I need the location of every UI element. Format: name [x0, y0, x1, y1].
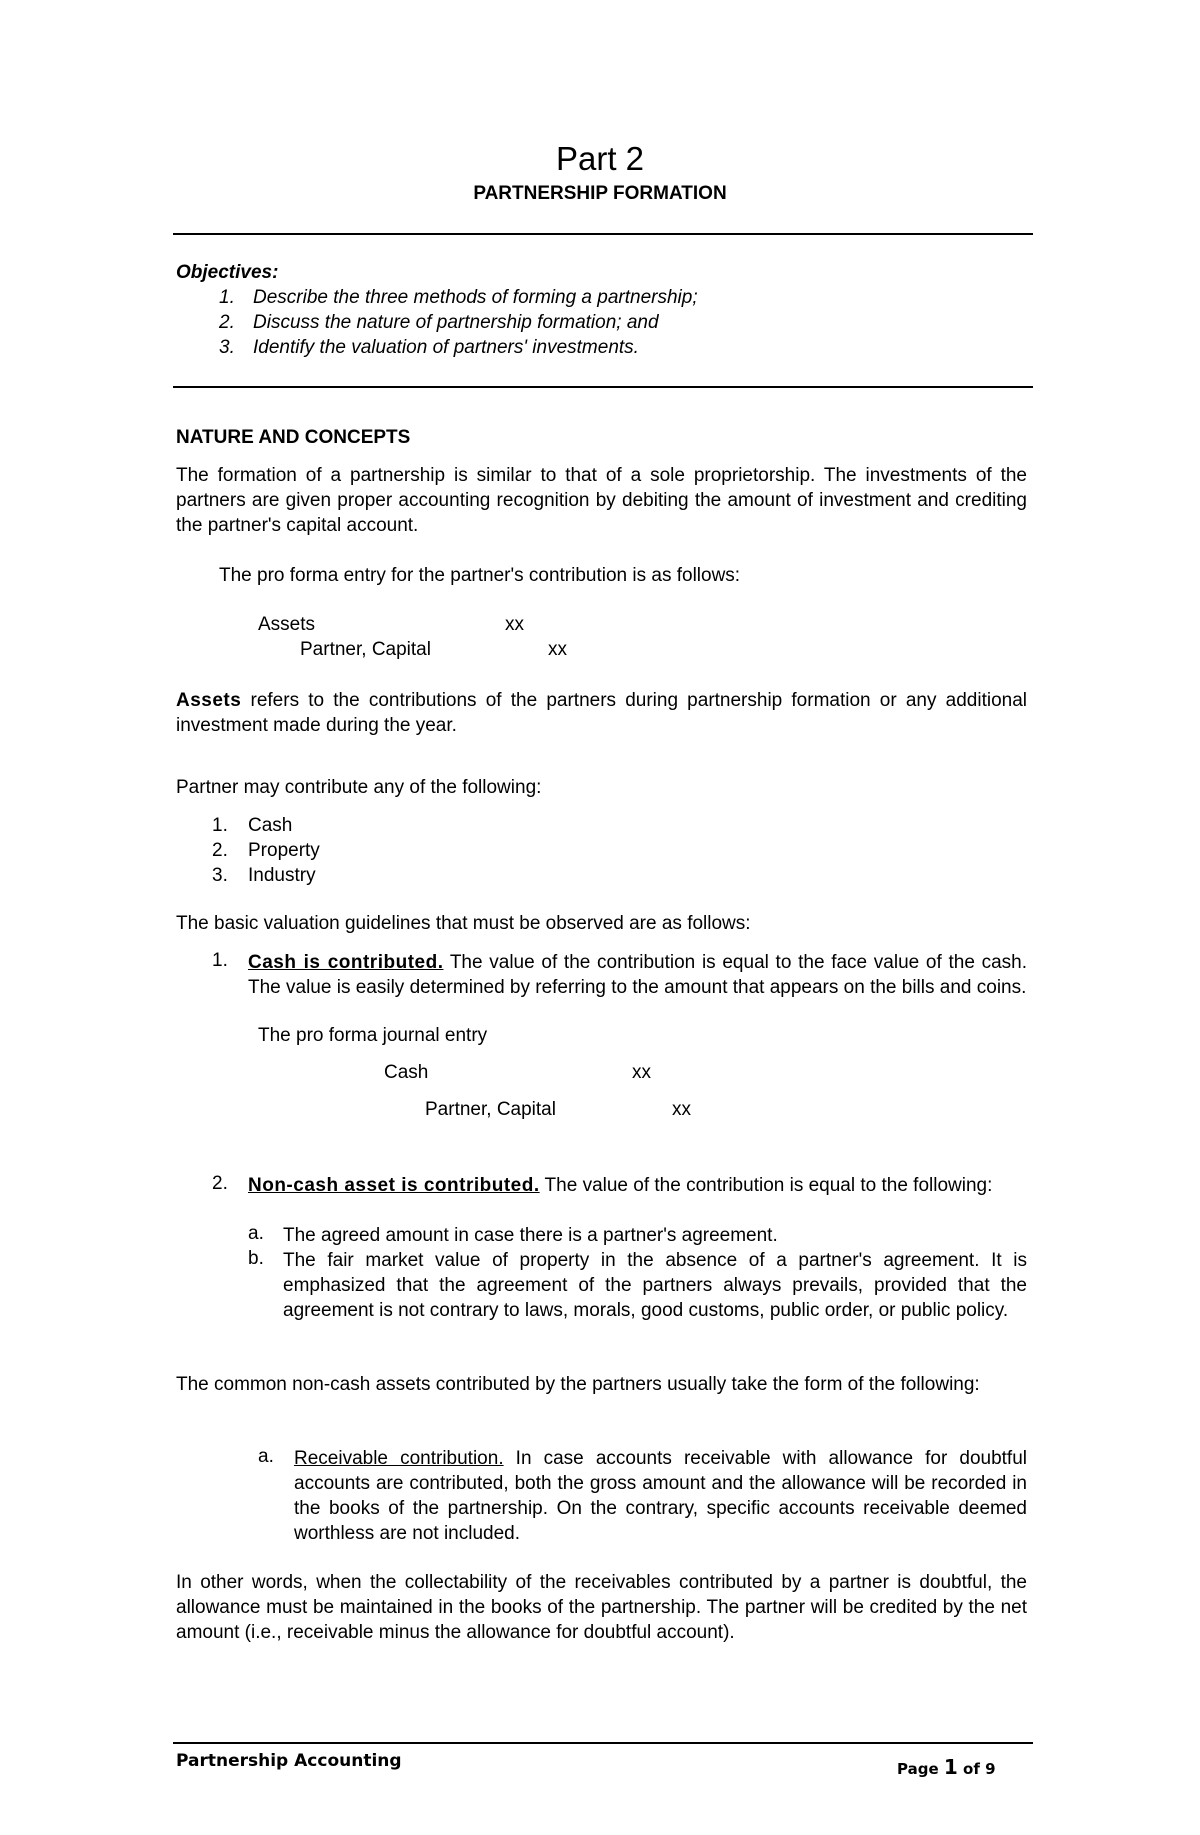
objective-text: Discuss the nature of partnership formation; and: [253, 312, 659, 333]
of-word: of: [963, 1760, 980, 1778]
guideline-text: The value of the contribution is equal to the face value of the cash. The value is easily determined by referring to the amount that appears on the bills and coins.: [248, 952, 1027, 998]
journal-entry-label: The pro forma journal entry: [258, 1025, 488, 1046]
contribution-intro: Partner may contribute any of the following:: [176, 777, 542, 798]
entry-debit-account: Cash: [384, 1062, 429, 1083]
objective-text: Describe the three methods of forming a partnership;: [253, 287, 698, 308]
pro-forma-intro: The pro forma entry for the partner's contribution is as follows:: [219, 565, 741, 586]
total-pages: 9: [985, 1760, 996, 1778]
list-number: 3.: [212, 865, 228, 886]
intro-paragraph: The formation of a partnership is similar to that of a sole proprietorship. The investments of the partners are given proper accounting recognition by debiting the amount of investment and crediting the partner's capital account.: [176, 465, 1027, 536]
guideline-title: Non-cash asset is contributed.: [248, 1175, 540, 1196]
section-heading: NATURE AND CONCEPTS: [176, 427, 411, 448]
entry-credit-amount: xx: [548, 639, 567, 660]
objective-text: Identify the valuation of partners' investments.: [253, 337, 639, 358]
assets-definition-text: refers to the contributions of the partners during partnership formation or any additional investment made during the year.: [176, 690, 1027, 736]
objective-number: 3.: [219, 337, 235, 358]
receivable-contribution: [294, 1446, 1027, 1546]
closing-paragraph: In other words, when the collectability of the receivables contributed by a partner is doubtful, the allowance must be maintained in the books of the partnership. The partner will be credited by the net amount (i.e., receivable minus the allowance for doubtful account).: [176, 1572, 1027, 1643]
receivable-title: Receivable contribution.: [294, 1448, 504, 1469]
noncash-intro: The common non-cash assets contributed by the partners usually take the form of the following:: [176, 1374, 980, 1395]
entry-debit-account: Assets: [258, 614, 316, 635]
objectives-heading: Objectives:: [176, 262, 279, 283]
guideline-noncash: [248, 1173, 1027, 1198]
objective-number: 1.: [219, 287, 235, 308]
guideline-number: 2.: [212, 1173, 228, 1194]
list-text: Cash: [248, 815, 293, 836]
entry-debit-amount: xx: [505, 614, 524, 635]
entry-debit-amount: xx: [632, 1062, 651, 1083]
current-page: 1: [943, 1755, 958, 1779]
top-divider: [173, 233, 1033, 235]
footer-title: Partnership Accounting: [176, 1751, 402, 1771]
page-title: Part 2: [555, 140, 645, 177]
guideline-title: Cash is contributed.: [248, 952, 444, 973]
list-text: Property: [248, 840, 320, 861]
objectives-divider: [173, 386, 1033, 388]
guideline-cash: [248, 950, 1027, 1000]
sub-item-letter: a.: [248, 1223, 264, 1244]
list-text: Industry: [248, 865, 316, 886]
sub-item-letter: a.: [258, 1446, 274, 1467]
assets-term: Assets: [176, 690, 242, 711]
receivable-text: In case accounts receivable with allowance for doubtful accounts are contributed, both the gross amount and the allowance will be recorded in the books of the partnership. On the contrary, specific accounts receivable deemed worthless are not included.: [294, 1448, 1027, 1544]
guideline-text: The value of the contribution is equal to the following:: [539, 1175, 993, 1196]
sub-item-letter: b.: [248, 1248, 264, 1269]
entry-credit-amount: xx: [672, 1099, 691, 1120]
guideline-number: 1.: [212, 950, 228, 971]
list-number: 2.: [212, 840, 228, 861]
sub-item-text: The agreed amount in case there is a partner's agreement.: [283, 1225, 778, 1246]
sub-item-text: The fair market value of property in the absence of a partner's agreement. It is emphasized that the agreement of the partners always prevails, provided that the agreement is not contrary to laws, morals, good customs, public order, or public policy.: [283, 1250, 1027, 1321]
list-number: 1.: [212, 815, 228, 836]
page-subtitle: PARTNERSHIP FORMATION: [473, 183, 727, 204]
entry-credit-account: Partner, Capital: [300, 639, 431, 660]
footer-divider: [173, 1742, 1033, 1744]
page-word: Page: [897, 1760, 939, 1778]
entry-credit-account: Partner, Capital: [425, 1099, 556, 1120]
valuation-intro: The basic valuation guidelines that must be observed are as follows:: [176, 913, 751, 934]
assets-definition: [176, 688, 1027, 738]
objective-number: 2.: [219, 312, 235, 333]
page-number: [897, 1755, 996, 1779]
